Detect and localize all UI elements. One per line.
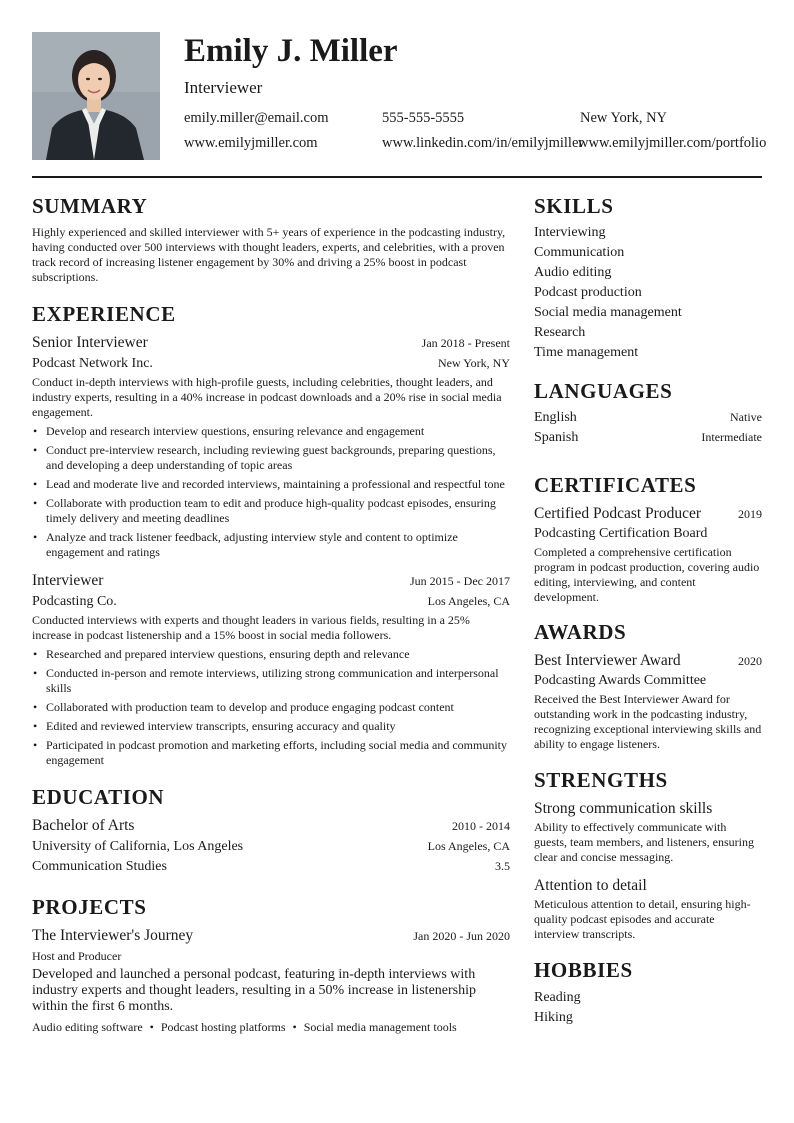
award-issuer: Podcasting Awards Committee xyxy=(534,673,707,688)
contact-email[interactable]: emily.miller@email.com xyxy=(184,110,329,126)
education-location: Los Angeles, CA xyxy=(427,839,510,853)
skills-section xyxy=(534,194,762,363)
tag-separator: • xyxy=(292,1020,297,1034)
job-bullets xyxy=(32,647,510,768)
job-description: Conducted interviews with experts and thought leaders in various fields, resulting in a 25% increase in podcast listenership and a 15% boost in social media followers. xyxy=(32,613,470,642)
awards-section xyxy=(534,620,762,752)
contact-linkedin[interactable]: www.linkedin.com/in/emilyjmiller xyxy=(382,135,584,151)
section-heading-education: EDUCATION xyxy=(32,785,165,809)
resume-header xyxy=(32,32,767,160)
job-location: Los Angeles, CA xyxy=(427,594,510,608)
summary-section xyxy=(32,194,510,285)
job-bullet: • Analyze and track listener feedback, adjusting interview style and content to optimize engagement and ratings xyxy=(32,530,510,560)
education-section xyxy=(32,785,510,877)
strength-name: Attention to detail xyxy=(534,877,647,894)
job-bullet: • Lead and moderate live and recorded interviews, maintaining a professional and respectful tone xyxy=(32,477,510,492)
award-description: Received the Best Interviewer Award for outstanding work in the podcasting industry, recognizing exceptional interviewing skills and ability to engage listeners. xyxy=(534,692,762,751)
project-tools xyxy=(32,1020,510,1035)
language-name: English xyxy=(534,410,577,425)
section-heading-languages: LANGUAGES xyxy=(534,379,673,403)
strength-entry xyxy=(534,799,762,865)
job-company: Podcast Network Inc. xyxy=(32,356,153,371)
experience-section xyxy=(32,302,510,768)
strength-description: Ability to effectively communicate with guests, team members, and listeners, ensuring clear and concise messaging. xyxy=(534,820,754,864)
award-name: Best Interviewer Award xyxy=(534,652,681,669)
hobby-item: Reading xyxy=(534,990,581,1005)
strength-name: Strong communication skills xyxy=(534,800,713,817)
section-heading-hobbies: HOBBIES xyxy=(534,958,633,982)
job-entry xyxy=(32,571,510,768)
job-bullet: • Edited and reviewed interview transcripts, ensuring accuracy and quality xyxy=(32,719,510,734)
skill-item: Time management xyxy=(534,345,639,360)
certificates-section xyxy=(534,473,762,605)
project-tool: Podcast hosting platforms xyxy=(160,1020,286,1034)
award-year: 2020 xyxy=(738,654,762,668)
project-tool: Social media management tools xyxy=(303,1020,457,1034)
skill-item: Social media management xyxy=(534,305,682,320)
project-dates: Jan 2020 - Jun 2020 xyxy=(413,929,510,943)
job-role: Interviewer xyxy=(32,572,104,589)
job-bullet: • Researched and prepared interview questions, ensuring depth and relevance xyxy=(32,647,510,662)
skill-item: Research xyxy=(534,325,586,340)
candidate-name: Emily J. Miller xyxy=(184,33,398,69)
candidate-title: Interviewer xyxy=(184,78,263,97)
education-gpa: 3.5 xyxy=(495,859,510,873)
certificate-issuer: Podcasting Certification Board xyxy=(534,526,708,541)
hobbies-section xyxy=(534,958,762,1028)
contact-portfolio[interactable]: www.emilyjmiller.com/portfolio xyxy=(578,135,767,151)
job-description: Conduct in-depth interviews with high-profile guests, including celebrities, thought leaders, and industry experts, resulting in a 40% increase in podcast downloads and a 20% rise in social media engagement. xyxy=(32,375,502,419)
job-bullet: • Collaborated with production team to develop and produce engaging podcast content xyxy=(32,700,510,715)
strengths-section xyxy=(534,768,762,942)
job-bullet: • Conduct pre-interview research, including reviewing guest backgrounds, preparing questions, and developing a deep understanding of topic areas xyxy=(32,443,510,473)
certificate-year: 2019 xyxy=(738,507,762,521)
section-heading-awards: AWARDS xyxy=(534,620,627,644)
education-school: University of California, Los Angeles xyxy=(32,839,244,854)
section-heading-projects: PROJECTS xyxy=(32,895,147,919)
job-dates: Jun 2015 - Dec 2017 xyxy=(410,574,510,588)
strength-entry xyxy=(534,876,762,942)
language-level: Native xyxy=(730,410,762,424)
section-heading-summary: SUMMARY xyxy=(32,194,148,218)
skill-item: Podcast production xyxy=(534,285,642,300)
contact-location: New York, NY xyxy=(580,110,668,126)
education-degree: Bachelor of Arts xyxy=(32,817,135,834)
job-entry xyxy=(32,333,510,560)
section-heading-certificates: CERTIFICATES xyxy=(534,473,697,497)
section-heading-skills: SKILLS xyxy=(534,194,614,218)
side-column xyxy=(534,194,762,1028)
job-bullet: • Participated in podcast promotion and marketing efforts, including social media and community engagement xyxy=(32,738,510,768)
language-level: Intermediate xyxy=(701,430,762,444)
education-field: Communication Studies xyxy=(32,859,167,874)
project-role: Host and Producer xyxy=(32,949,122,963)
summary-text: Highly experienced and skilled interviewer with 5+ years of experience in the podcasting industry, having conducted over 500 interviews with thought leaders, experts, and celebrities, with a proven track record of increasing listener engagement by 30% and driving a 25% boost in podcast subscriptions. xyxy=(32,225,506,284)
education-dates: 2010 - 2014 xyxy=(452,819,510,833)
project-name: The Interviewer's Journey xyxy=(32,927,194,944)
section-heading-experience: EXPERIENCE xyxy=(32,302,176,326)
certificate-description: Completed a comprehensive certification program in podcast production, covering audio editing, interviewing, and content development. xyxy=(534,545,760,604)
skill-item: Communication xyxy=(534,245,625,260)
profile-photo xyxy=(32,32,160,160)
languages-section xyxy=(534,379,762,448)
project-tool: Audio editing software xyxy=(32,1020,143,1034)
job-bullets xyxy=(32,424,510,560)
job-role: Senior Interviewer xyxy=(32,334,148,351)
skill-item: Audio editing xyxy=(534,265,612,280)
job-bullet: • Collaborate with production team to edit and produce high-quality podcast episodes, ensuring timely delivery and meeting deadlines xyxy=(32,496,510,526)
certificate-name: Certified Podcast Producer xyxy=(534,505,702,522)
job-dates: Jan 2018 - Present xyxy=(421,336,510,350)
tag-separator: • xyxy=(149,1020,154,1034)
job-location: New York, NY xyxy=(437,356,510,370)
language-name: Spanish xyxy=(534,430,579,445)
job-company: Podcasting Co. xyxy=(32,594,117,609)
section-heading-strengths: STRENGTHS xyxy=(534,768,668,792)
header-divider xyxy=(32,176,762,178)
skill-item: Interviewing xyxy=(534,225,606,240)
contact-phone: 555-555-5555 xyxy=(382,110,465,126)
hobby-item: Hiking xyxy=(534,1010,573,1025)
projects-section xyxy=(32,895,510,1035)
contact-website[interactable]: www.emilyjmiller.com xyxy=(184,135,318,151)
strength-description: Meticulous attention to detail, ensuring high-quality podcast episodes and accurate interview transcripts. xyxy=(534,897,751,941)
job-bullet: • Develop and research interview questions, ensuring relevance and engagement xyxy=(32,424,510,439)
profile-photo-illustration xyxy=(32,32,160,160)
main-column xyxy=(32,194,510,1035)
job-bullet: • Conducted in-person and remote interviews, utilizing strong communication and interpersonal skills xyxy=(32,666,510,696)
project-description: Developed and launched a personal podcast, featuring in-depth interviews with industry experts and thought leaders, resulting in a 50% increase in listenership within the first 6 months. xyxy=(32,967,477,1014)
